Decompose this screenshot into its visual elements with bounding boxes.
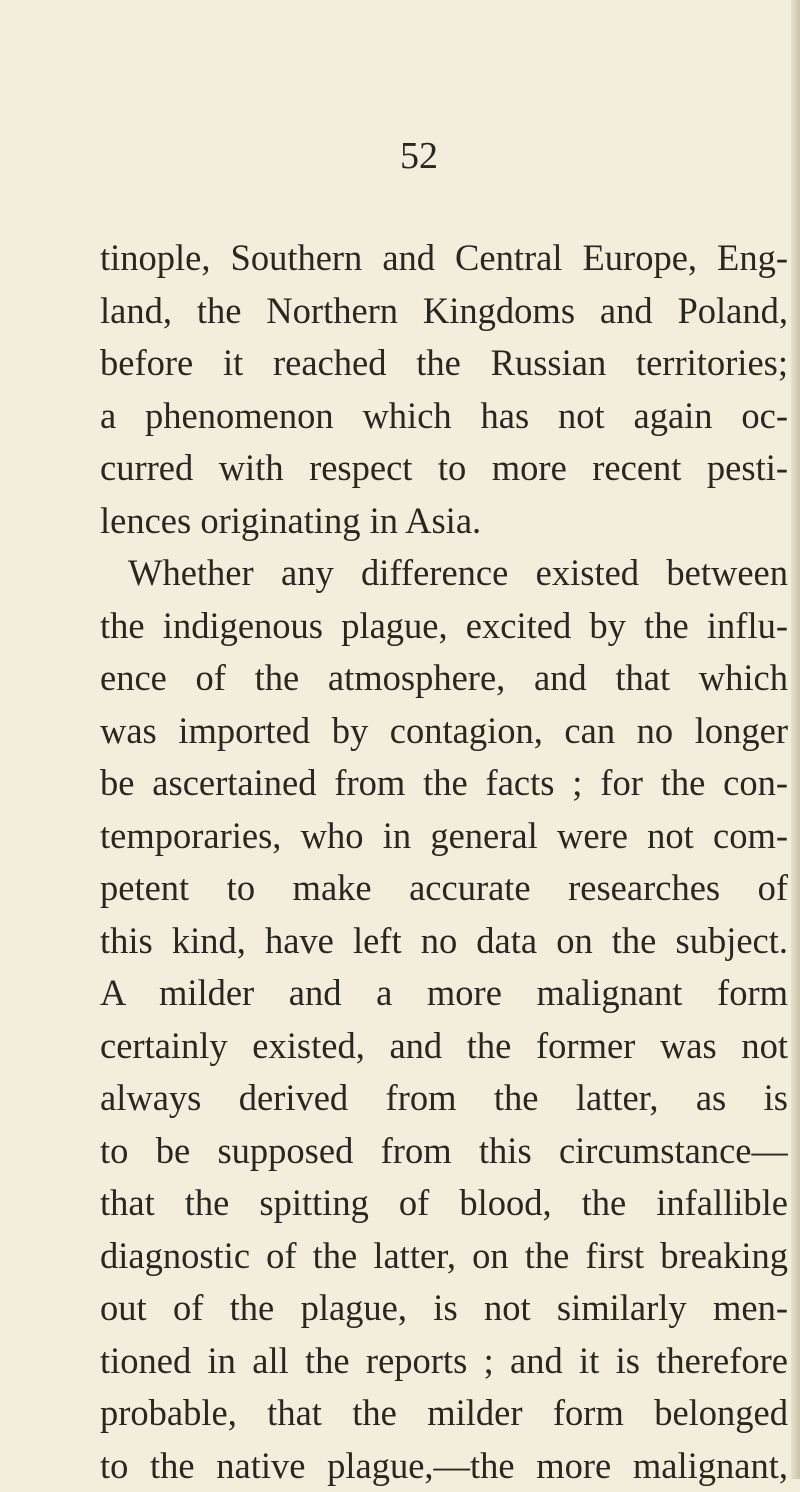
body-text (100, 232, 788, 1492)
text-line: this kind, have left no data on the subject. (100, 915, 788, 968)
text-line: to be supposed from this circumstance— (100, 1125, 788, 1178)
text-line: was imported by contagion, can no longer (100, 705, 788, 758)
text-line: probable, that the milder form belonged (100, 1387, 788, 1440)
text-line: petent to make accurate researches of (100, 862, 788, 915)
text-line: tinople, Southern and Central Europe, Eng- (100, 232, 788, 285)
text-line: tioned in all the reports ; and it is therefore (100, 1335, 788, 1388)
text-line: to the native plague,—the more malignant, (100, 1440, 788, 1492)
text-line: before it reached the Russian territories; (100, 337, 788, 390)
text-line: curred with respect to more recent pesti- (100, 442, 788, 495)
text-line: be ascertained from the facts ; for the con- (100, 757, 788, 810)
text-line: Whether any difference existed between (100, 547, 788, 600)
text-line: a phenomenon which has not again oc- (100, 390, 788, 443)
text-line: land, the Northern Kingdoms and Poland, (100, 285, 788, 338)
text-line: ence of the atmosphere, and that which (100, 652, 788, 705)
text-line: lences originating in Asia. (100, 495, 788, 548)
page-edge (791, 0, 800, 1479)
text-line: out of the plague, is not similarly men- (100, 1282, 788, 1335)
text-line: the indigenous plague, excited by the influ- (100, 600, 788, 653)
page-number: 52 (400, 136, 480, 176)
text-line: that the spitting of blood, the infallible (100, 1177, 788, 1230)
text-line: always derived from the latter, as is (100, 1072, 788, 1125)
text-line: A milder and a more malignant form (100, 967, 788, 1020)
text-line: diagnostic of the latter, on the first breaking (100, 1230, 788, 1283)
text-line: temporaries, who in general were not com- (100, 810, 788, 863)
text-line: certainly existed, and the former was not (100, 1020, 788, 1073)
